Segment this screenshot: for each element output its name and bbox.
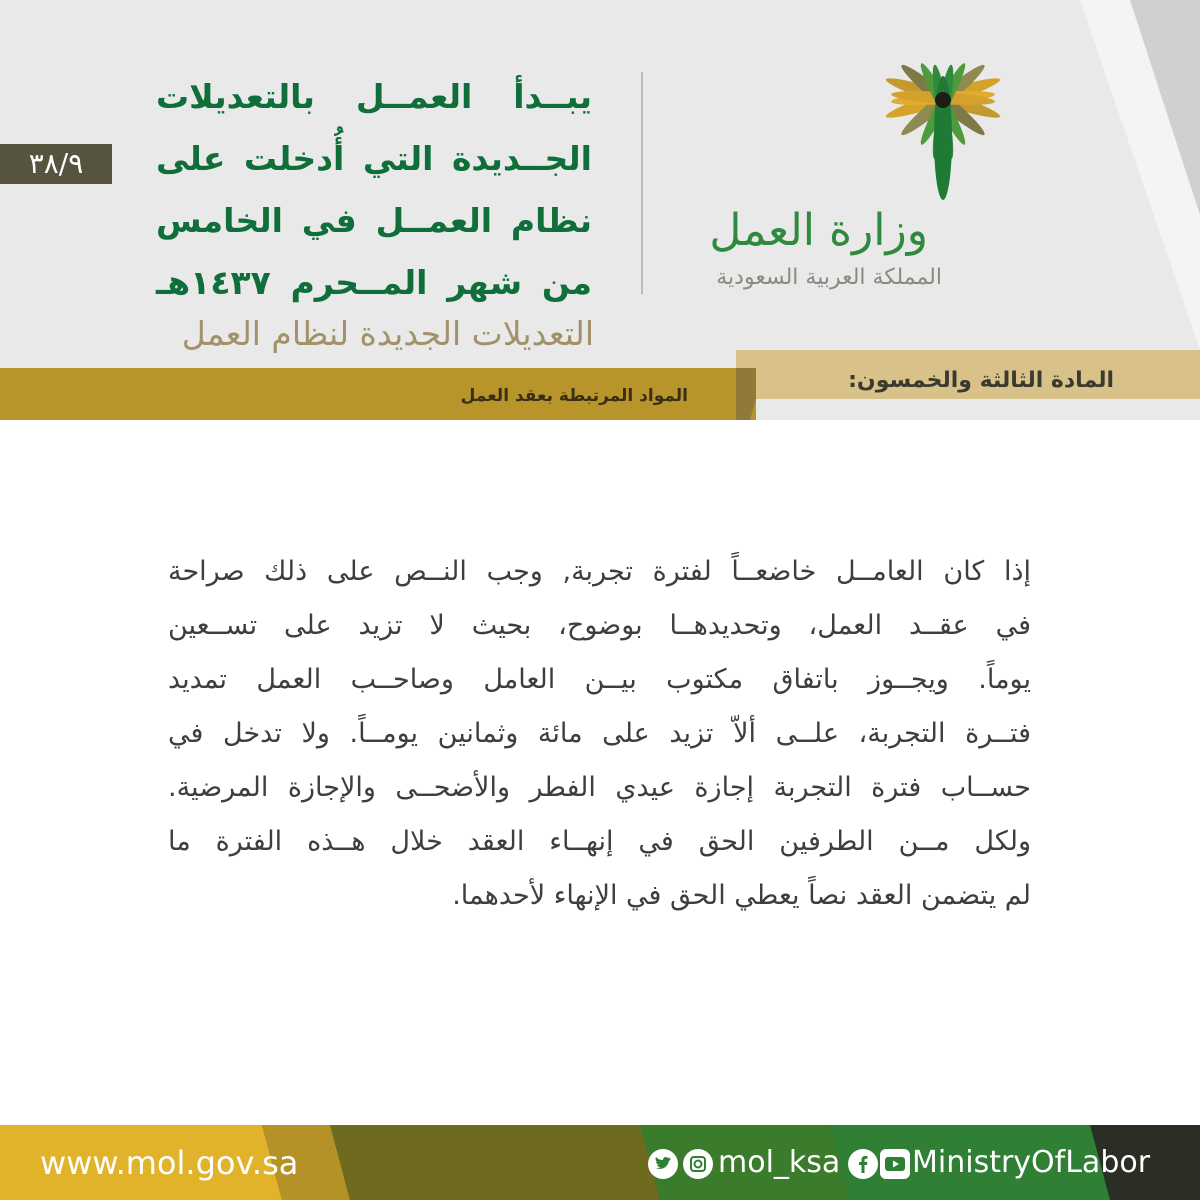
youtube-icon[interactable] <box>880 1149 910 1179</box>
headline-line: يبــدأ العمــل بالتعديلات <box>156 77 592 116</box>
body-line: في عقــد العمل، وتحديدهــا بوضوح، بحيث لا تزيد على تســعين <box>168 610 1031 641</box>
social-handle-facebook-youtube[interactable]: MinistryOfLabor <box>912 1145 1151 1180</box>
footer-olive-segment <box>330 1125 660 1200</box>
headline-line: من شهر المــحرم ١٤٣٧هـ <box>156 263 592 302</box>
body-line: فتــرة التجربة، علــى ألاّ تزيد على مائة وثمانين يومــاً. ولا تدخل في <box>168 718 1031 749</box>
kingdom-name: المملكة العربية السعودية <box>716 265 942 290</box>
category-label: المواد المرتبطة بعقد العمل <box>460 386 688 406</box>
article-label: المادة الثالثة والخمسون: <box>848 368 1114 393</box>
body-line: يوماً. ويجــوز باتفاق مكتوب بيــن العامل وصاحــب العمل تمديد <box>168 664 1031 695</box>
subtitle: التعديلات الجديدة لنظام العمل <box>181 314 594 353</box>
ministry-name: وزارة العمل <box>709 205 928 256</box>
headline-line: نظام العمــل في الخامس <box>156 201 592 240</box>
body-line: حســاب فترة التجربة إجازة عيدي الفطر والأضحــى والإجازة المرضية. <box>168 772 1031 803</box>
headline-line: الجــديدة التي أُدخلت على <box>156 139 592 178</box>
article-body <box>168 545 1031 923</box>
page-counter-text: ٣٨/٩ <box>28 147 84 180</box>
ministry-logo-icon <box>858 40 1028 208</box>
body-line: لم يتضمن العقد نصاً يعطي الحق في الإنهاء لأحدهما. <box>452 880 1031 911</box>
instagram-icon[interactable] <box>683 1149 713 1179</box>
page-counter-badge <box>0 144 112 184</box>
header-divider <box>641 72 643 294</box>
facebook-icon[interactable] <box>848 1149 878 1179</box>
body-line: إذا كان العامــل خاضعــاً لفترة تجربة, وجب النــص على ذلك صراحة <box>168 556 1031 587</box>
website-link[interactable]: www.mol.gov.sa <box>40 1144 299 1182</box>
twitter-icon[interactable] <box>648 1149 678 1179</box>
social-handle-twitter-instagram[interactable]: mol_ksa <box>718 1145 841 1180</box>
headline <box>156 66 592 314</box>
body-line: ولكل مــن الطرفين الحق في إنهــاء العقد خلال هــذه الفترة ما <box>168 826 1031 857</box>
